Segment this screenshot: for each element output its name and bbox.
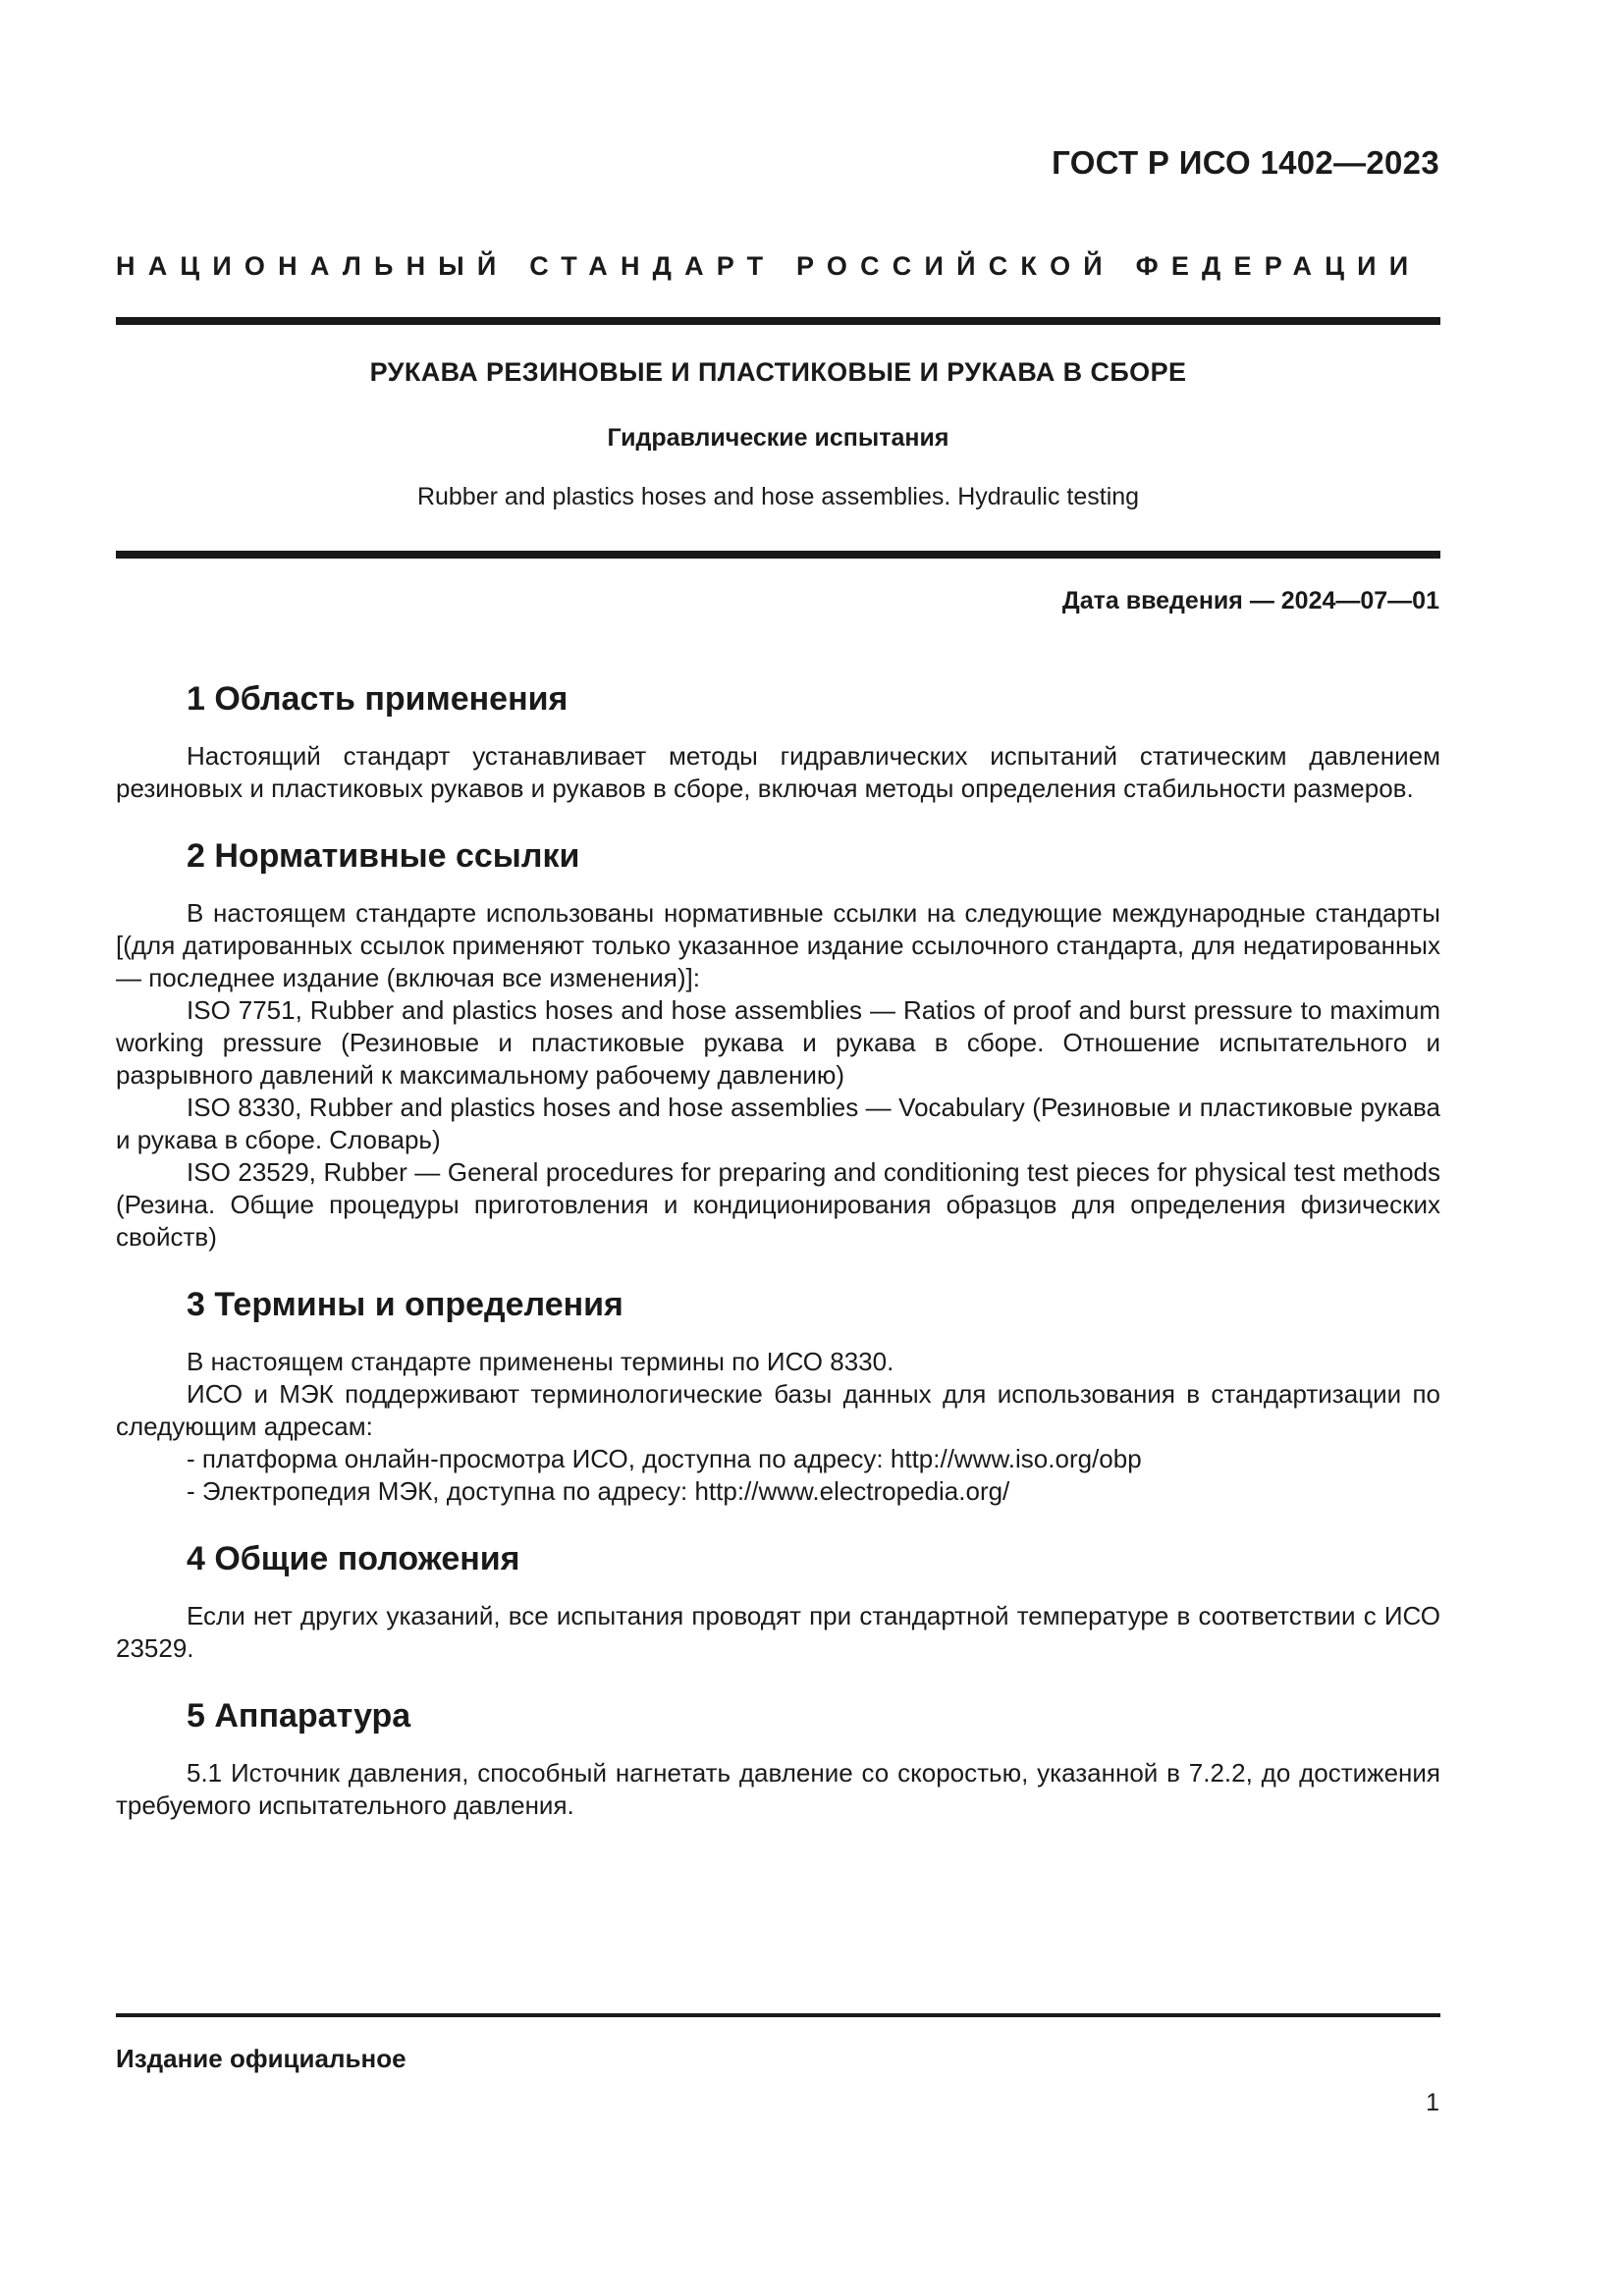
section-paragraph: В настоящем стандарте применены термины по ИСО 8330. — [187, 1347, 894, 1376]
reference-item: ISO 8330, Rubber and plastics hoses and hose assemblies — Vocabulary (Резиновые и пластиковые рукава и рукава в сборе. Словарь) — [116, 1093, 1440, 1154]
section-heading: 1 Область применения — [187, 680, 568, 718]
document-body — [116, 673, 1440, 1822]
reference-item: ISO 23529, Rubber — General procedures for preparing and conditioning test pieces for physical test methods (Резина. Общие процедуры приготовления и кондиционирования образцов для определения физических свойств) — [116, 1157, 1440, 1252]
footer-divider — [116, 2013, 1440, 2017]
official-edition-label: Издание официальное — [116, 2044, 406, 2073]
national-standard-banner: НАЦИОНАЛЬНЫЙ СТАНДАРТ РОССИЙСКОЙ ФЕДЕРАЦИИ — [116, 251, 1422, 281]
section-paragraph: Настоящий стандарт устанавливает методы гидравлических испытаний статическим давлением резиновых и пластиковых рукавов и рукавов в сборе, включая методы определения стабильности размеров. — [116, 741, 1440, 803]
section-heading: 2 Нормативные ссылки — [187, 837, 580, 875]
section-paragraph: Если нет других указаний, все испытания проводят при стандартной температуре в соответствии с ИСО 23529. — [116, 1601, 1440, 1663]
document-title: РУКАВА РЕЗИНОВЫЕ И ПЛАСТИКОВЫЕ И РУКАВА В СБОРЕ — [369, 357, 1187, 387]
list-item: - платформа онлайн-просмотра ИСО, доступна по адресу: http://www.iso.org/obp — [187, 1444, 1142, 1473]
section-paragraph: В настоящем стандарте использованы нормативные ссылки на следующие международные стандарты [(для датированных ссылок применяют только указанное издание ссылочного стандарта, для недатированных — последнее издание (включая все изменения)]: — [116, 898, 1440, 992]
english-title: Rubber and plastics hoses and hose assemblies. Hydraulic testing — [416, 483, 1140, 510]
section-heading: 3 Термины и определения — [187, 1286, 623, 1323]
section-heading: 4 Общие положения — [187, 1540, 520, 1577]
header-divider-bottom — [116, 551, 1440, 559]
list-item: - Электропедия МЭК, доступна по адресу: http://www.electropedia.org/ — [187, 1476, 1010, 1506]
page-number: 1 — [1426, 2089, 1439, 2116]
document-subtitle: Гидравлические испытания — [607, 424, 949, 452]
reference-item: ISO 7751, Rubber and plastics hoses and hose assemblies — Ratios of proof and burst pressure to maximum working pressure (Резиновые и пластиковые рукава и рукава в сборе. Отношение испытательного и разрывного давлений к максимальному рабочему давлению) — [116, 995, 1440, 1090]
section-paragraph: 5.1 Источник давления, способный нагнетать давление со скоростью, указанной в 7.2.2, до достижения требуемого испытательного давления. — [116, 1758, 1440, 1820]
section-heading: 5 Аппаратура — [187, 1697, 411, 1735]
section-paragraph: ИСО и МЭК поддерживают терминологические базы данных для использования в стандартизации по следующим адресам: — [116, 1379, 1440, 1441]
header-divider-top — [116, 317, 1440, 325]
introduction-date: Дата введения — 2024—07—01 — [1061, 587, 1439, 614]
standard-designation: ГОСТ Р ИСО 1402—2023 — [1052, 144, 1439, 181]
